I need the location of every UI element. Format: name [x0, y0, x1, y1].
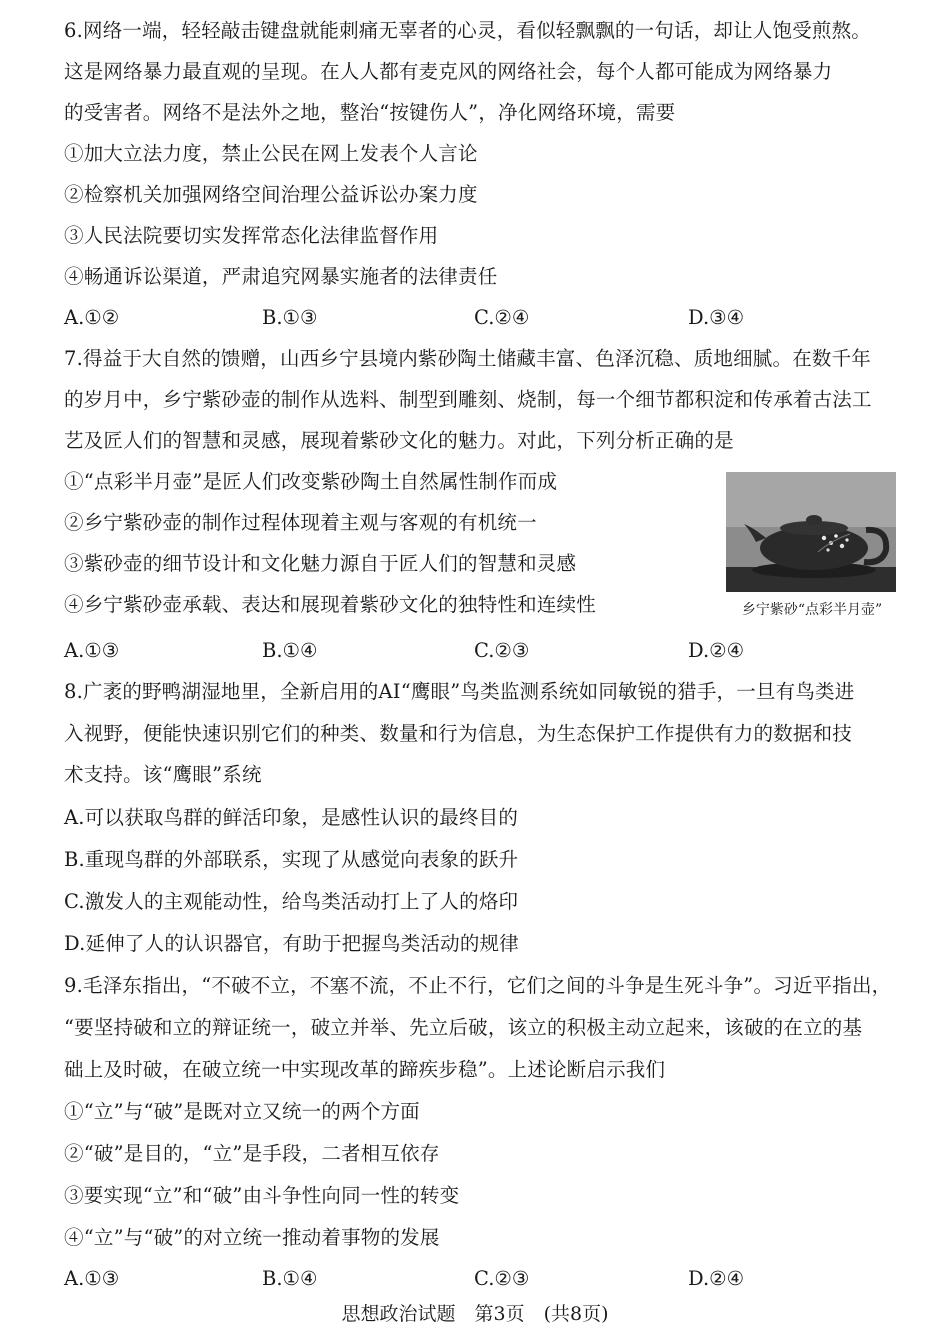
q9-stem-line-1: 9.毛泽东指出，“不破不立，不塞不流，不止不行，它们之间的斗争是生死斗争”。习近平指出， [64, 974, 892, 997]
teapot-illustration [726, 472, 896, 592]
q6-choice-b: B.①③ [262, 306, 318, 329]
q8-option-d: D.延伸了人的认识器官，有助于把握鸟类活动的规律 [64, 932, 519, 955]
q6-stem-line-1: 6.网络一端，轻轻敲击键盘就能刺痛无辜者的心灵，看似轻飘飘的一句话，却让人饱受煎熬。 [64, 19, 872, 42]
q9-option-2: ②“破”是目的，“立”是手段，二者相互依存 [64, 1142, 440, 1165]
q9-choice-d: D.②④ [688, 1267, 745, 1290]
page-footer: 思想政治试题 第3页 (共8页) [341, 1303, 609, 1325]
q9-choice-a: A.①③ [64, 1267, 120, 1290]
q6-option-2: ②检察机关加强网络空间治理公益诉讼办案力度 [64, 183, 478, 206]
q6-stem-line-2: 这是网络暴力最直观的呈现。在人人都有麦克风的网络社会，每个人都可能成为网络暴力 [64, 60, 833, 83]
q8-option-b: B.重现鸟群的外部联系，实现了从感觉向表象的跃升 [64, 848, 519, 871]
q9-option-1: ①“立”与“破”是既对立又统一的两个方面 [64, 1100, 420, 1123]
q7-option-2: ②乡宁紫砂壶的制作过程体现着主观与客观的有机统一 [64, 511, 537, 534]
q8-option-a: A.可以获取鸟群的鲜活印象，是感性认识的最终目的 [64, 806, 519, 829]
q8-stem-line-1: 8.广袤的野鸭湖湿地里，全新启用的AI“鹰眼”鸟类监测系统如同敏锐的猎手，一旦有鸟类进 [64, 680, 855, 703]
q9-option-4: ④“立”与“破”的对立统一推动着事物的发展 [64, 1226, 440, 1249]
q9-choice-b: B.①④ [262, 1267, 318, 1290]
q7-choice-c: C.②③ [474, 639, 530, 662]
q6-choice-a: A.①② [64, 306, 120, 329]
q7-option-1: ①“点彩半月壶”是匠人们改变紫砂陶土自然属性制作而成 [64, 470, 558, 493]
teapot-caption: 乡宁紫砂“点彩半月壶” [741, 602, 883, 618]
q8-stem-line-2: 入视野，便能快速识别它们的种类、数量和行为信息，为生态保护工作提供有力的数据和技 [64, 722, 853, 745]
q7-choice-b: B.①④ [262, 639, 318, 662]
q7-choice-a: A.①③ [64, 639, 120, 662]
q6-stem-line-3: 的受害者。网络不是法外之地，整治“按键伤人”，净化网络环境，需要 [64, 101, 676, 124]
q7-stem-line-2: 的岁月中，乡宁紫砂壶的制作从选料、制型到雕刻、烧制，每一个细节都积淀和传承着古法工 [64, 388, 872, 411]
q7-choice-d: D.②④ [688, 639, 745, 662]
q9-choice-c: C.②③ [474, 1267, 530, 1290]
q7-stem-line-1: 7.得益于大自然的馈赠，山西乡宁县境内紫砂陶土储藏丰富、色泽沉稳、质地细腻。在数千年 [64, 347, 872, 370]
q8-stem-line-3: 术支持。该“鹰眼”系统 [64, 763, 262, 786]
q7-option-3: ③紫砂壶的细节设计和文化魅力源自于匠人们的智慧和灵感 [64, 552, 577, 575]
q6-choice-d: D.③④ [688, 306, 745, 329]
q9-option-3: ③要实现“立”和“破”由斗争性向同一性的转变 [64, 1184, 460, 1207]
q9-stem-line-3: 础上及时破，在破立统一中实现改革的蹄疾步稳”。上述论断启示我们 [64, 1058, 666, 1081]
q7-stem-line-3: 艺及匠人们的智慧和灵感，展现着紫砂文化的魅力。对此，下列分析正确的是 [64, 429, 734, 452]
q6-option-3: ③人民法院要切实发挥常态化法律监督作用 [64, 224, 439, 247]
q8-option-c: C.激发人的主观能动性，给鸟类活动打上了人的烙印 [64, 890, 519, 913]
teapot-photo [726, 472, 896, 592]
q6-option-1: ①加大立法力度，禁止公民在网上发表个人言论 [64, 142, 478, 165]
q6-choice-c: C.②④ [474, 306, 530, 329]
q9-stem-line-2: “要坚持破和立的辩证统一，破立并举、先立后破，该立的积极主动立起来，该破的在立的基 [64, 1016, 863, 1039]
q6-option-4: ④畅通诉讼渠道，严肃追究网暴实施者的法律责任 [64, 265, 498, 288]
q7-option-4: ④乡宁紫砂壶承载、表达和展现着紫砂文化的独特性和连续性 [64, 593, 596, 616]
